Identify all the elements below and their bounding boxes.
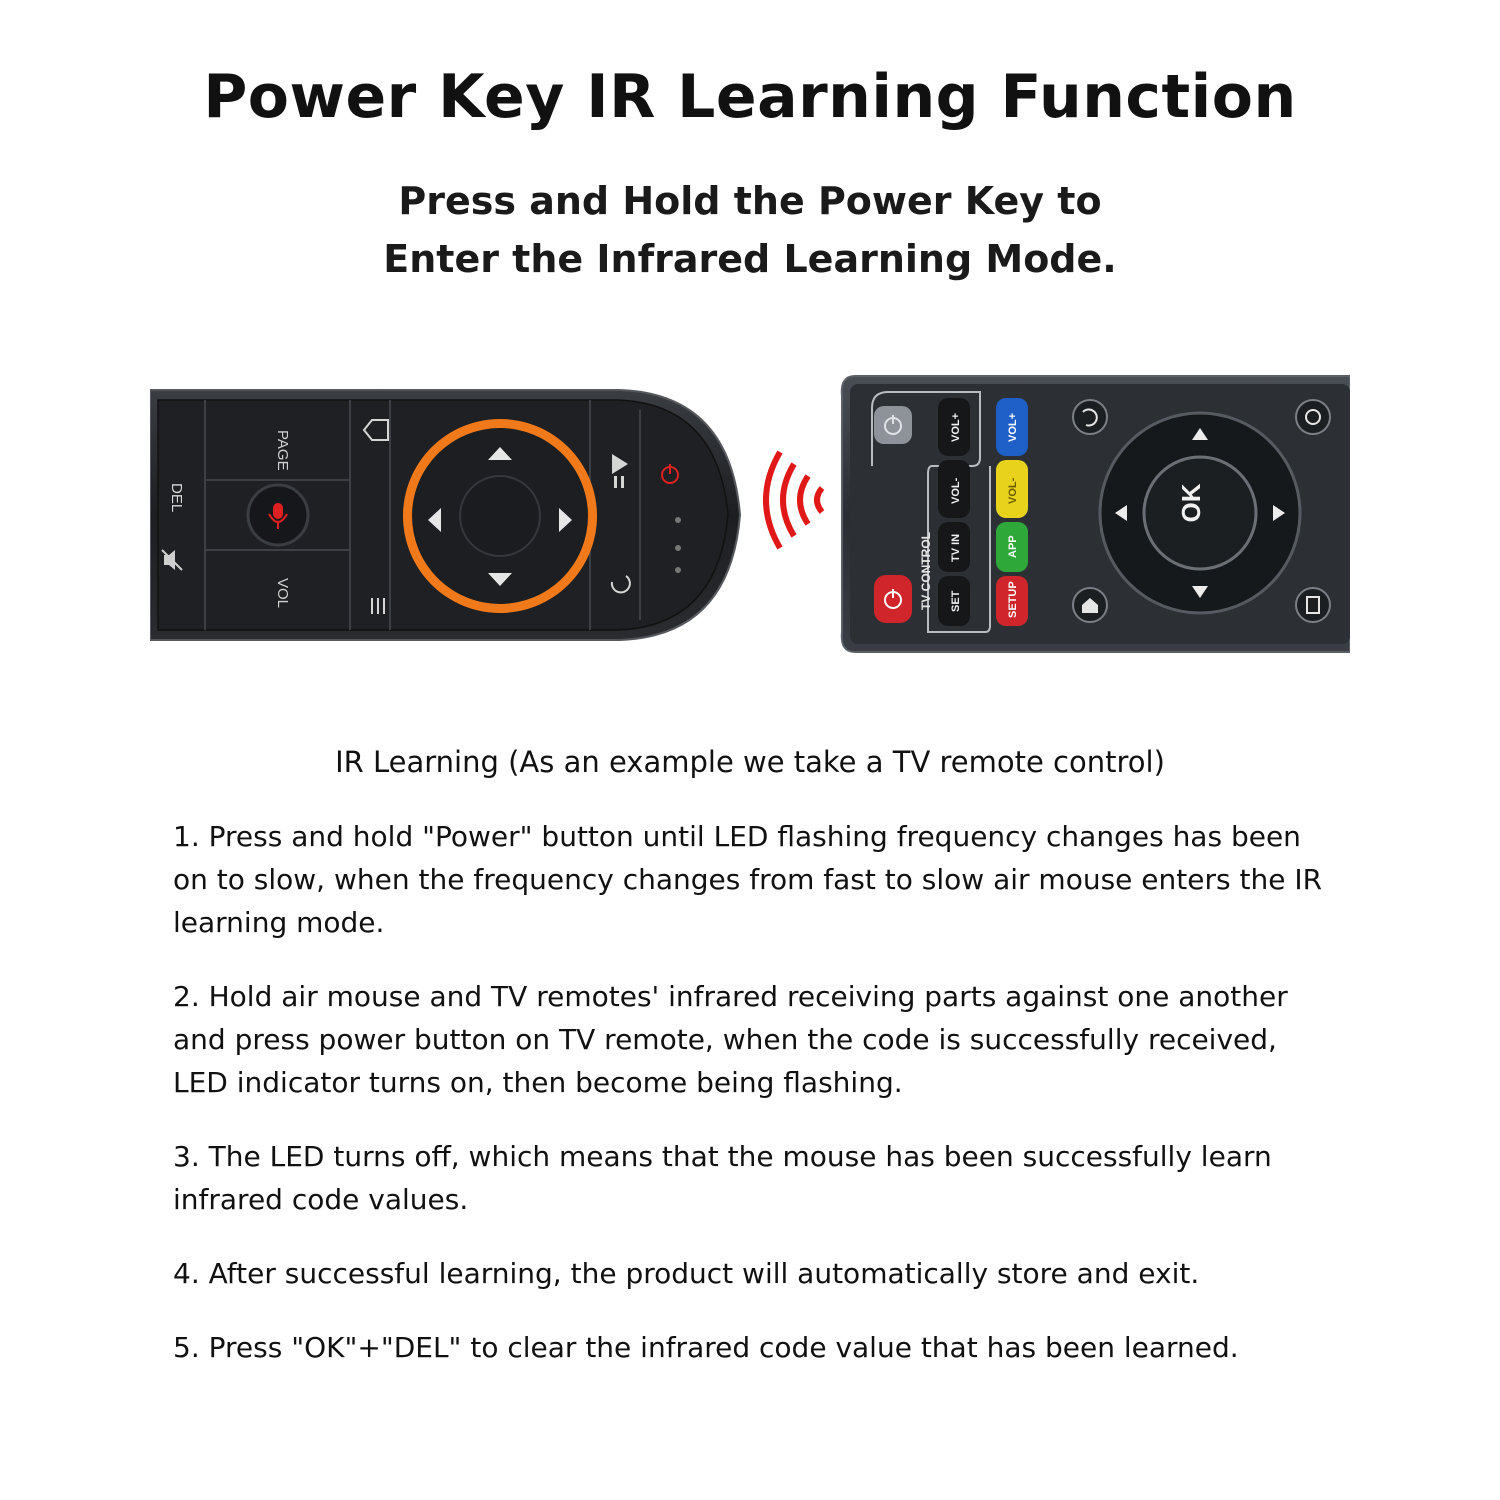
- voice-button[interactable]: [248, 485, 308, 545]
- remote-illustration: [150, 370, 1350, 660]
- tv-key-column-color: [996, 398, 1028, 626]
- subtitle-line-1: Press and Hold the Power Key to: [398, 179, 1102, 223]
- tv-home-button[interactable]: [1073, 588, 1107, 622]
- led-indicator: [675, 517, 681, 523]
- mic-hole: [675, 567, 681, 573]
- ir-learning-heading: IR Learning (As an example we take a TV remote control): [335, 745, 1165, 779]
- tv-control-label: TV CONTROL: [919, 532, 933, 610]
- vol-minus-label: VOL-: [950, 477, 962, 504]
- step-4: 4. After successful learning, the product will automatically store and exit.: [173, 1257, 1200, 1290]
- setup-key-label: SETUP: [1007, 581, 1019, 618]
- tv-dpad[interactable]: [1100, 413, 1300, 613]
- air-mouse-remote: [150, 390, 740, 640]
- page-title: Power Key IR Learning Function: [203, 62, 1297, 132]
- step-3: 3. The LED turns off, which means that the mouse has been successfully learn infrared code values.: [173, 1140, 1272, 1216]
- tv-power-button[interactable]: [874, 575, 912, 623]
- del-key-label: DEL: [168, 483, 185, 513]
- tv-key-column-black: [938, 398, 970, 626]
- page-key-label: PAGE: [274, 430, 291, 471]
- instruction-steps: [173, 815, 1333, 1400]
- tv-in-label: TV IN: [950, 533, 962, 562]
- vol-plus-label: VOL+: [950, 412, 962, 442]
- ir-signal-icon: [766, 452, 822, 548]
- vol-key-label: VOL: [274, 578, 291, 609]
- tv-mouse-button[interactable]: [1296, 400, 1330, 434]
- tv-back-button[interactable]: [1073, 400, 1107, 434]
- app-key-label: APP: [1007, 535, 1019, 558]
- subtitle-line-2: Enter the Infrared Learning Mode.: [383, 237, 1117, 281]
- step-2: 2. Hold air mouse and TV remotes' infrared receiving parts against one another and press power button on TV remote, when the code is successfully received, LED indicator turns on, then become being flashing.: [173, 980, 1288, 1099]
- tv-remote: [842, 376, 1350, 652]
- tv-power-top-button[interactable]: [874, 406, 912, 444]
- ok-key-label: OK: [1176, 483, 1206, 523]
- dpad[interactable]: [403, 419, 597, 613]
- tv-menu-button[interactable]: [1296, 588, 1330, 622]
- blue-key-label: VOL+: [1007, 412, 1019, 442]
- set-label: SET: [950, 590, 962, 612]
- page-subtitle: [0, 172, 1500, 288]
- ir-window: [675, 545, 681, 551]
- step-5: 5. Press "OK"+"DEL" to clear the infrared code value that has been learned.: [173, 1331, 1239, 1364]
- step-1: 1. Press and hold "Power" button until LED flashing frequency changes has been on to slow, when the frequency changes from fast to slow air mouse enters the IR learning mode.: [173, 820, 1323, 939]
- yellow-key-label: VOL-: [1007, 477, 1019, 504]
